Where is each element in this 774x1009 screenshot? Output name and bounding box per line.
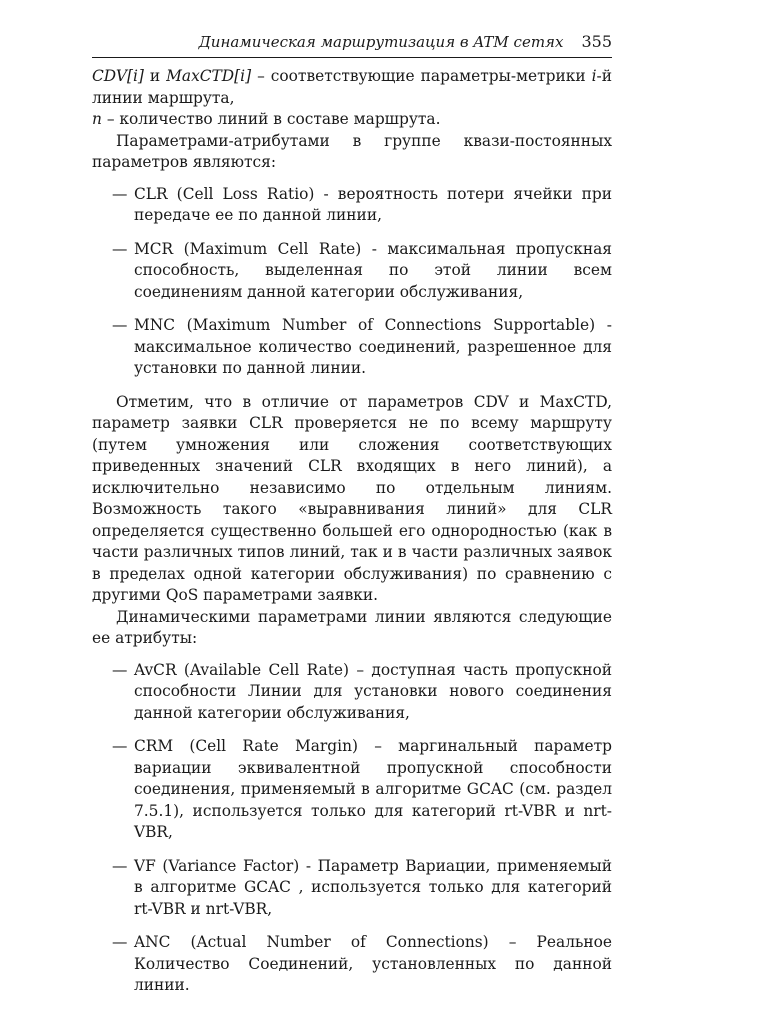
running-title: Динамическая маршрутизация в ATM сетях [198, 33, 564, 51]
book-page [92, 32, 612, 1009]
list-item-text: VF (Variance Factor) - Параметр Вариации, применяемый в алгоритме GCAC , используется только для категорий rt-VBR и nrt-VBR, [134, 856, 612, 918]
cdv-text-b: -й линии маршрута, [92, 67, 613, 107]
page-body [92, 66, 612, 997]
n-definition [92, 109, 612, 131]
attributes-list [92, 184, 612, 380]
list-item-text: CRM (Cell Rate Margin) – маргинальный параметр вариации эквивалентной пропускной способности соединения, применяемый в алгоритме GCAC (см. раздел 7.5.1), используется только для категорий rt-VBR и nrt-VBR, [134, 737, 612, 841]
list-item [92, 736, 612, 844]
list-item-text: AvCR (Available Cell Rate) – доступная часть пропускной способности Линии для установки нового соединения данной категории обслуживания, [134, 660, 612, 722]
dash-marker: — [112, 737, 128, 755]
list-item-text: CLR (Cell Loss Ratio) - вероятность потери ячейки при передаче ее по данной линии, [134, 184, 612, 224]
n-text: – количество линий в составе маршрута. [101, 110, 441, 128]
note-paragraph: Отметим, что в отличие от параметров CDV и MaxCTD, параметр заявки CLR проверяется не по всему маршруту (путем умножения или сложения соответствующих приведенных значений CLR входящих в него линий), а исключительно независимо по отдельным линиям. Возможность такого «выравнивания линий» для CLR определяется существенно большей его однородностью (как в части различных типов линий, так и в части различных заявок в пределах одной категории обслуживания) по сравнению с другими QoS параметрами заявки. [92, 392, 612, 604]
cdv-variable: CDV[i] [92, 67, 144, 85]
n-variable: n [92, 110, 102, 128]
dynamic-list [92, 660, 612, 997]
list-item [92, 856, 612, 921]
maxctd-variable: MaxCTD[i] [166, 67, 252, 85]
cdv-text-a: – соответствующие параметры-метрики [251, 67, 592, 85]
dynamic-intro: Динамическими параметрами линии являются следующие ее атрибуты: [92, 607, 612, 647]
list-item-text: MCR (Maximum Cell Rate) - максимальная пропускная способность, выделенная по этой линии всем соединениям данной категории обслуживания, [134, 239, 612, 301]
list-item-text: MNC (Maximum Number of Connections Supportable) - максимальное количество соединений, разрешенное для установки по данной линии. [134, 316, 612, 377]
list-item [92, 315, 612, 380]
running-header [92, 32, 612, 58]
cdv-definition [92, 66, 612, 109]
list-item [92, 660, 612, 725]
dash-marker: — [112, 856, 128, 875]
list-item [92, 932, 612, 997]
list-item-text: ANC (Actual Number of Connections) – Реальное Количество Соединений, установленных по данной линии. [134, 933, 612, 994]
list-item [92, 239, 612, 304]
conjunction: и [143, 67, 167, 85]
dash-marker: — [112, 184, 128, 203]
dash-marker: — [112, 239, 128, 258]
dash-marker: — [112, 660, 128, 679]
dash-marker: — [112, 316, 128, 334]
attributes-intro: Параметрами-атрибутами в группе квази-постоянных параметров являются: [92, 131, 612, 171]
i-variable: i [591, 67, 597, 85]
list-item [92, 184, 612, 227]
dash-marker: — [112, 933, 128, 951]
page-number: 355 [581, 32, 612, 51]
